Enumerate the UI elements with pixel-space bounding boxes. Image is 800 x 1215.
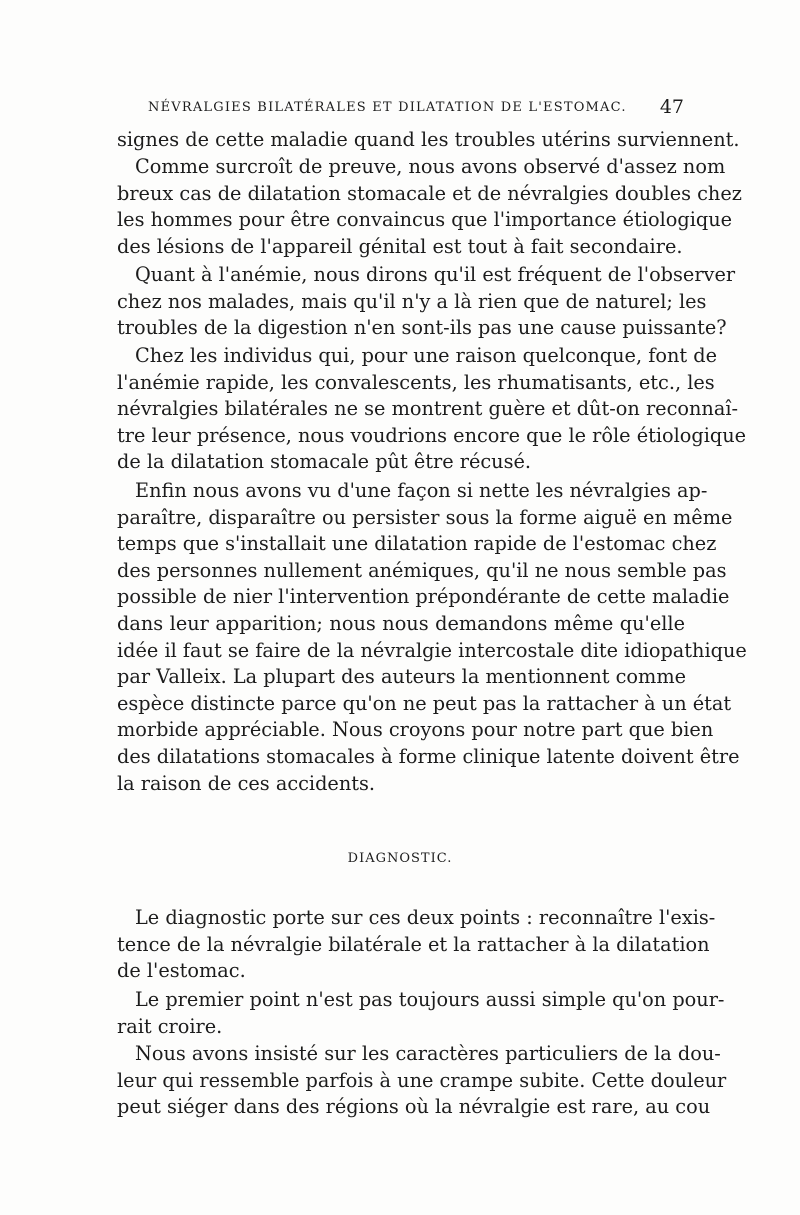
text-line: paraître, disparaître ou persister sous la forme aiguë en même	[117, 505, 733, 529]
text-line: de l'estomac.	[117, 959, 246, 983]
text-line: troubles de la digestion n'en sont-ils pas une cause puissante?	[117, 316, 727, 340]
text-line: tre leur présence, nous voudrions encore que le rôle étiologique	[117, 423, 747, 447]
paragraph-continuation	[117, 127, 740, 154]
text-line: de la dilatation stomacale pût être récusé.	[117, 450, 532, 474]
paragraph-individus	[117, 343, 747, 476]
paragraph-diagnostic	[117, 905, 716, 985]
running-head: NÉVRALGIES BILATÉRALES ET DILATATION DE L'ESTOMAC.	[148, 100, 627, 115]
page-header	[118, 96, 684, 122]
text-line: par Valleix. La plupart des auteurs la mentionnent comme	[117, 665, 687, 689]
text-line: des dilatations stomacales à forme clinique latente doivent être	[117, 744, 740, 768]
text-line: Quant à l'anémie, nous dirons qu'il est fréquent de l'observer	[135, 263, 736, 286]
paragraph-enfin	[117, 478, 747, 797]
text-line: Le diagnostic porte sur ces deux points : reconnaître l'exis-	[135, 906, 716, 929]
text-line: rait croire.	[117, 1014, 223, 1038]
text-line: chez nos malades, mais qu'il n'y a là rien que de naturel; les	[117, 289, 707, 313]
paragraph-anemie	[117, 262, 736, 342]
page-number: 47	[659, 96, 684, 118]
text-line: des personnes nullement anémiques, qu'il ne nous semble pas	[117, 558, 727, 582]
text-line: possible de nier l'intervention prépondérante de cette maladie	[117, 585, 730, 609]
text-line: dans leur apparition; nous nous demandons même qu'elle	[117, 611, 685, 635]
text-line: signes de cette maladie quand les troubles utérins surviennent.	[117, 128, 740, 151]
text-line: Enfin nous avons vu d'une façon si nette les névralgies ap-	[135, 479, 708, 502]
section-heading: DIAGNOSTIC.	[347, 851, 453, 866]
text-line: leur qui ressemble parfois à une crampe subite. Cette douleur	[117, 1068, 727, 1092]
text-line: Comme surcroît de preuve, nous avons observé d'assez nom	[135, 155, 726, 178]
text-line: l'anémie rapide, les convalescents, les rhumatisants, etc., les	[117, 370, 715, 394]
paragraph-premier-point	[117, 987, 725, 1040]
text-line: tence de la névralgie bilatérale et la rattacher à la dilatation	[117, 932, 710, 956]
text-line: temps que s'installait une dilatation rapide de l'estomac chez	[117, 532, 717, 556]
text-line: névralgies bilatérales ne se montrent guère et dût-on reconnaî-	[117, 397, 739, 421]
text-line: Nous avons insisté sur les caractères particuliers de la dou-	[135, 1042, 721, 1065]
paragraph-preuve	[117, 154, 742, 260]
text-line: la raison de ces accidents.	[117, 771, 376, 795]
text-line: morbide appréciable. Nous croyons pour notre part que bien	[117, 718, 714, 742]
paragraph-insiste	[117, 1041, 727, 1121]
text-line: idée il faut se faire de la névralgie intercostale dite idiopathique	[117, 638, 747, 662]
text-line: les hommes pour être convaincus que l'importance étiologique	[117, 208, 733, 232]
text-line: espèce distincte parce qu'on ne peut pas la rattacher à un état	[117, 691, 732, 715]
text-line: breux cas de dilatation stomacale et de névralgies doubles chez	[117, 181, 742, 205]
text-line: Le premier point n'est pas toujours aussi simple qu'on pour-	[135, 988, 725, 1011]
text-line: peut siéger dans des régions où la névralgie est rare, au cou	[117, 1095, 711, 1119]
text-line: Chez les individus qui, pour une raison quelconque, font de	[135, 344, 717, 367]
text-line: des lésions de l'appareil génital est tout à fait secondaire.	[117, 234, 683, 258]
